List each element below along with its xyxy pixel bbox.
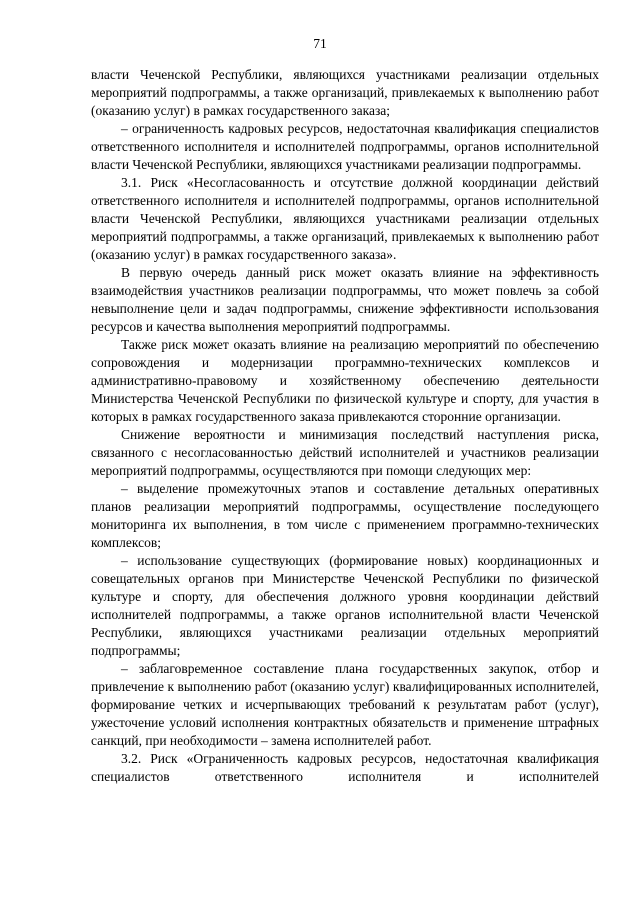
paragraph: В первую очередь данный риск может оказать влияние на эффективность взаимодействия участников реализации подпрограммы, что может повлечь за собой невыполнение цели и задач подпрограммы, снижение эффективности использования ресурсов и качества выполнения мероприятий подпрограммы. — [91, 265, 599, 334]
paragraph: Также риск может оказать влияние на реализацию мероприятий по обеспечению сопровождения и модернизации программно-технических комплексов и административно-правовому и хозяйственному обеспечению деятельности Министерства Чеченской Республики по физической культуре и спорту, для участия в которых в рамках государственного заказа привлекаются сторонние организации. — [91, 337, 599, 424]
paragraph: власти Чеченской Республики, являющихся участниками реализации отдельных мероприятий подпрограммы, а также организаций, привлекаемых к выполнению работ (оказанию услуг) в рамках государственного заказа; — [91, 67, 599, 118]
paragraph: – выделение промежуточных этапов и составление детальных оперативных планов реализации мероприятий подпрограммы, осуществление последующего мониторинга их выполнения, в том числе с применением программно-технических комплексов; — [91, 481, 599, 550]
paragraph: – заблаговременное составление плана государственных закупок, отбор и привлечение к выполнению работ (оказанию услуг) квалифицированных исполнителей, формирование четких и исчерпывающих требований к результатам работ (услуг), ужесточение условий исполнения контрактных обязательств и применение штрафных санкций, при необходимости – замена исполнителей работ. — [91, 661, 599, 748]
page-number: 71 — [313, 36, 327, 51]
paragraph: 3.1. Риск «Несогласованность и отсутствие должной координации действий ответственного исполнителя и исполнителей подпрограммы, органов исполнительной власти Чеченской Республики, являющихся участниками реализации отдельных мероприятий подпрограммы, а также организаций, привлекаемых к выполнению работ (оказанию услуг) в рамках государственного заказа». — [91, 175, 599, 262]
paragraph: – использование существующих (формирование новых) координационных и совещательных органов при Министерстве Чеченской Республики по физической культуре и спорту, для обеспечения должного уровня координации действий исполнителей подпрограммы, а также органов исполнительной власти Чеченской Республики, являющихся участниками реализации отдельных мероприятий подпрограммы; — [91, 553, 599, 658]
paragraph: 3.2. Риск «Ограниченность кадровых ресурсов, недостаточная квалификация специалистов ответственного исполнителя и исполнителей — [91, 751, 599, 784]
paragraph: Снижение вероятности и минимизация последствий наступления риска, связанного с несогласованностью действий исполнителей и участников реализации мероприятий подпрограммы, осуществляются при помощи следующих мер: — [91, 427, 599, 478]
document-body — [91, 66, 599, 786]
paragraph: – ограниченность кадровых ресурсов, недостаточная квалификация специалистов ответственного исполнителя и исполнителей подпрограммы, органов исполнительной власти Чеченской Республики, являющихся участниками реализации подпрограммы. — [91, 121, 599, 172]
